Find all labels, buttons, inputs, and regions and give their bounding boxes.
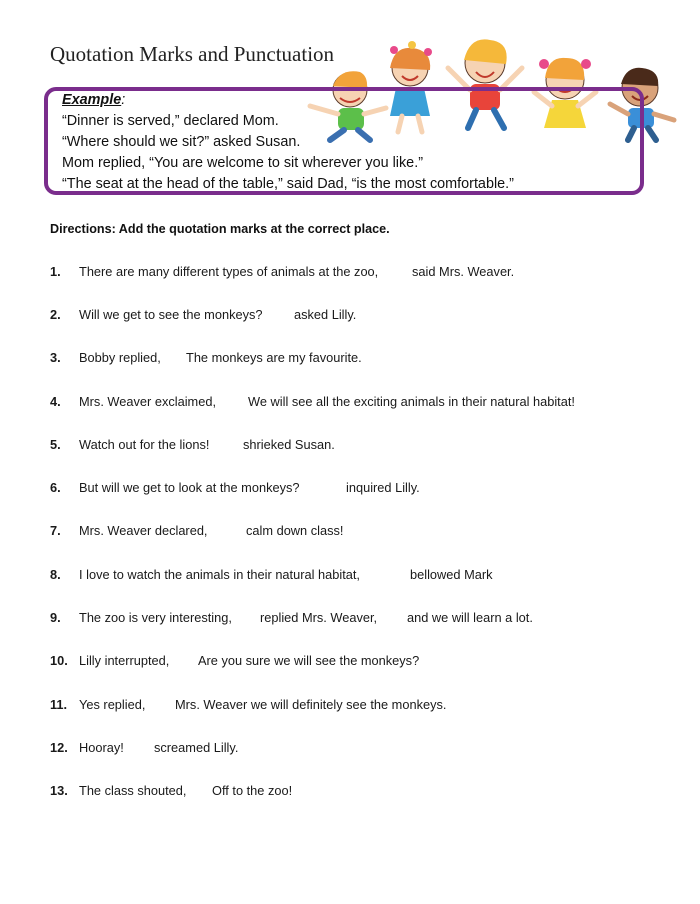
item-text: shrieked Susan.: [243, 437, 335, 452]
item-number: 2.: [50, 307, 61, 322]
item-text: There are many different types of animals at the zoo,: [79, 264, 379, 279]
item-number: 13.: [50, 783, 68, 798]
item-text: Mrs. Weaver exclaimed,: [79, 394, 217, 409]
example-line: “Where should we sit?” asked Susan.: [62, 134, 301, 150]
item-text: The monkeys are my favourite.: [186, 350, 362, 365]
item-number: 10.: [50, 653, 68, 668]
item-text: replied Mrs. Weaver,: [260, 610, 378, 625]
item-number: 8.: [50, 567, 61, 582]
item-text: inquired Lilly.: [346, 480, 420, 495]
example-section: [62, 90, 514, 195]
item-number: 9.: [50, 610, 61, 625]
example-line: “The seat at the head of the table,” said Dad, “is the most comfortable.”: [62, 176, 514, 192]
item-text: asked Lilly.: [294, 307, 357, 322]
item-text: said Mrs. Weaver.: [412, 264, 515, 279]
item-text: Lilly interrupted,: [79, 653, 170, 668]
item-text: Hooray!: [79, 740, 124, 755]
example-heading: [62, 90, 514, 111]
item-text: Bobby replied,: [79, 350, 161, 365]
item-number: 6.: [50, 480, 61, 495]
item-text: Are you sure we will see the monkeys?: [198, 653, 420, 668]
item-text: and we will learn a lot.: [407, 610, 533, 625]
item-text: The class shouted,: [79, 783, 187, 798]
item-text: We will see all the exciting animals in their natural habitat!: [248, 394, 575, 409]
item-number: 1.: [50, 264, 61, 279]
directions-text: Directions: Add the quotation marks at the correct place.: [50, 222, 390, 236]
item-text: Off to the zoo!: [212, 783, 293, 798]
item-text: Yes replied,: [79, 697, 146, 712]
item-text: screamed Lilly.: [154, 740, 239, 755]
item-text: Watch out for the lions!: [79, 437, 210, 452]
item-text: The zoo is very interesting,: [79, 610, 232, 625]
example-line: “Dinner is served,” declared Mom.: [62, 113, 279, 129]
item-number: 7.: [50, 523, 61, 538]
item-number: 11.: [50, 697, 68, 712]
item-text: Mrs. Weaver declared,: [79, 523, 208, 538]
item-text: calm down class!: [246, 523, 344, 538]
worksheet-title: Quotation Marks and Punctuation: [50, 42, 335, 66]
item-text: Mrs. Weaver we will definitely see the monkeys.: [175, 697, 447, 712]
example-label: Example: [62, 92, 122, 108]
example-label-colon: :: [121, 92, 126, 108]
item-text: Will we get to see the monkeys?: [79, 307, 263, 322]
item-number: 5.: [50, 437, 61, 452]
item-text: But will we get to look at the monkeys?: [79, 480, 300, 495]
item-text: bellowed Mark: [410, 567, 493, 582]
item-text: I love to watch the animals in their natural habitat,: [79, 567, 360, 582]
item-number: 3.: [50, 350, 61, 365]
item-number: 12.: [50, 740, 68, 755]
item-number: 4.: [50, 394, 61, 409]
example-line: Mom replied, “You are welcome to sit wherever you like.”: [62, 155, 423, 171]
